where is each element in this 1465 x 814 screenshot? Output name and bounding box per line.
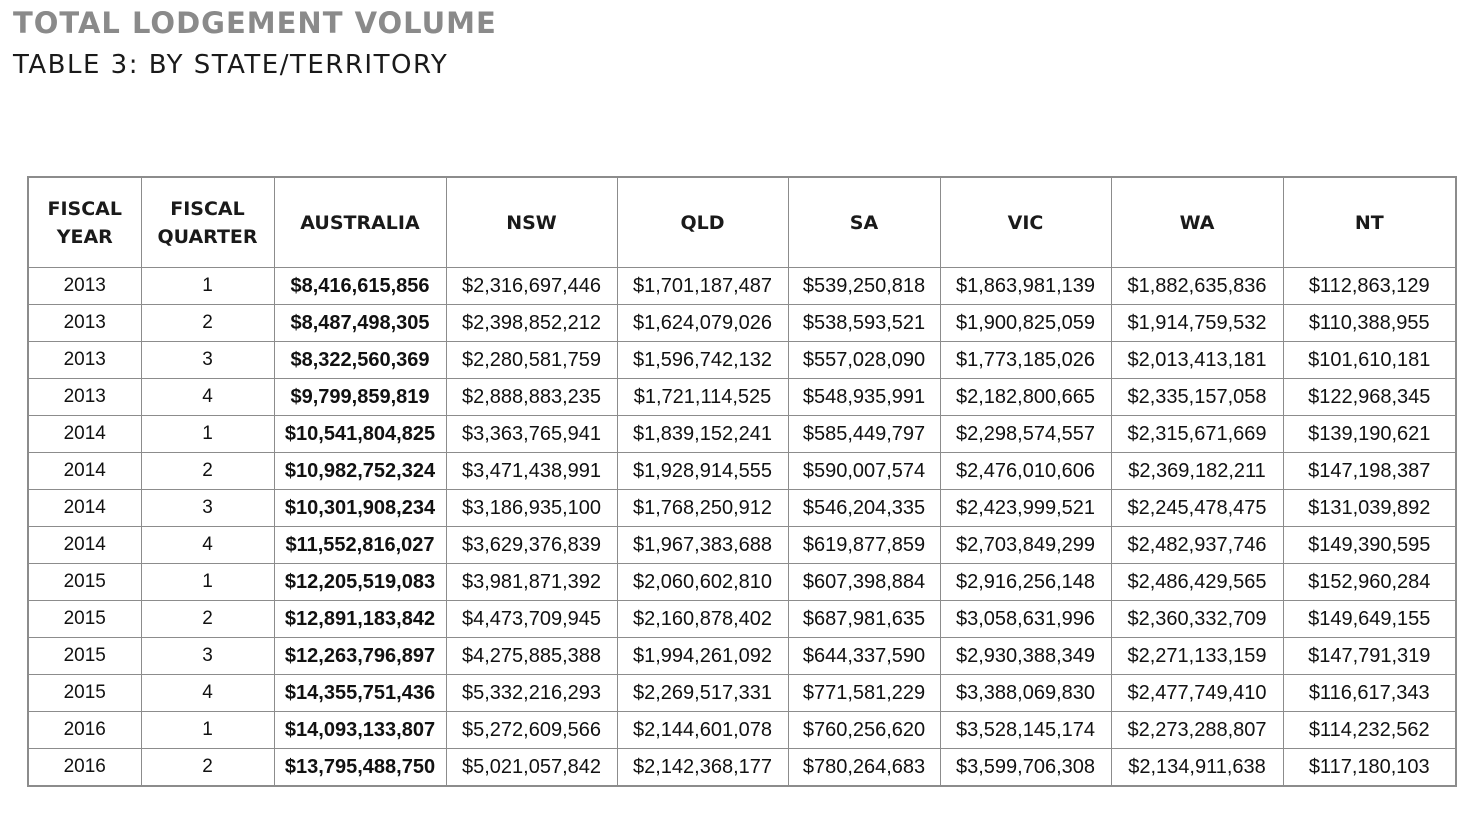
cell-nt: $110,388,955 [1283,305,1456,342]
cell-fiscal-quarter: 1 [141,712,274,749]
cell-sa: $548,935,991 [788,379,940,416]
header-vic: VIC [940,177,1111,268]
cell-sa: $585,449,797 [788,416,940,453]
cell-nsw: $2,316,697,446 [446,268,617,305]
table-row [28,490,1456,527]
cell-nt: $139,190,621 [1283,416,1456,453]
cell-wa: $2,369,182,211 [1111,453,1283,490]
cell-wa: $1,882,635,836 [1111,268,1283,305]
header-nt: NT [1283,177,1456,268]
cell-qld: $1,839,152,241 [617,416,788,453]
cell-vic: $2,298,574,557 [940,416,1111,453]
cell-australia: $10,301,908,234 [274,490,446,527]
cell-qld: $1,928,914,555 [617,453,788,490]
cell-sa: $607,398,884 [788,564,940,601]
cell-fiscal-quarter: 3 [141,638,274,675]
cell-fiscal-year: 2014 [28,490,141,527]
cell-nt: $147,791,319 [1283,638,1456,675]
header-row [28,177,1456,268]
cell-fiscal-year: 2015 [28,601,141,638]
header-fiscal-year: FISCAL YEAR [28,177,141,268]
cell-australia: $8,416,615,856 [274,268,446,305]
cell-australia: $14,355,751,436 [274,675,446,712]
header-australia: AUSTRALIA [274,177,446,268]
cell-sa: $687,981,635 [788,601,940,638]
cell-nt: $112,863,129 [1283,268,1456,305]
cell-nt: $116,617,343 [1283,675,1456,712]
cell-wa: $2,271,133,159 [1111,638,1283,675]
cell-qld: $1,768,250,912 [617,490,788,527]
table-row [28,268,1456,305]
table-row [28,564,1456,601]
cell-vic: $1,900,825,059 [940,305,1111,342]
cell-australia: $8,322,560,369 [274,342,446,379]
cell-wa: $2,245,478,475 [1111,490,1283,527]
cell-fiscal-quarter: 1 [141,416,274,453]
cell-vic: $2,916,256,148 [940,564,1111,601]
cell-fiscal-year: 2016 [28,749,141,787]
table-row [28,379,1456,416]
cell-wa: $2,273,288,807 [1111,712,1283,749]
cell-vic: $2,182,800,665 [940,379,1111,416]
cell-nsw: $3,363,765,941 [446,416,617,453]
cell-vic: $3,058,631,996 [940,601,1111,638]
table-subtitle: TABLE 3: BY STATE/TERRITORY [13,50,449,80]
table-row [28,416,1456,453]
cell-nt: $147,198,387 [1283,453,1456,490]
cell-fiscal-quarter: 2 [141,453,274,490]
cell-australia: $14,093,133,807 [274,712,446,749]
cell-qld: $1,994,261,092 [617,638,788,675]
cell-vic: $2,703,849,299 [940,527,1111,564]
cell-australia: $10,541,804,825 [274,416,446,453]
cell-nsw: $2,398,852,212 [446,305,617,342]
cell-qld: $2,269,517,331 [617,675,788,712]
cell-qld: $1,701,187,487 [617,268,788,305]
header-nsw: NSW [446,177,617,268]
cell-australia: $11,552,816,027 [274,527,446,564]
table-row [28,675,1456,712]
cell-australia: $10,982,752,324 [274,453,446,490]
cell-nsw: $3,981,871,392 [446,564,617,601]
cell-vic: $3,599,706,308 [940,749,1111,787]
cell-fiscal-year: 2014 [28,416,141,453]
cell-fiscal-year: 2013 [28,379,141,416]
table-row [28,638,1456,675]
cell-nt: $114,232,562 [1283,712,1456,749]
cell-nsw: $3,186,935,100 [446,490,617,527]
cell-nsw: $4,473,709,945 [446,601,617,638]
table-row [28,712,1456,749]
table-body [28,268,1456,787]
cell-sa: $546,204,335 [788,490,940,527]
cell-qld: $2,144,601,078 [617,712,788,749]
cell-sa: $590,007,574 [788,453,940,490]
header-qld: QLD [617,177,788,268]
header-wa: WA [1111,177,1283,268]
cell-fiscal-quarter: 2 [141,601,274,638]
cell-fiscal-quarter: 4 [141,675,274,712]
cell-fiscal-year: 2015 [28,564,141,601]
cell-sa: $557,028,090 [788,342,940,379]
cell-fiscal-quarter: 4 [141,527,274,564]
cell-vic: $2,476,010,606 [940,453,1111,490]
cell-wa: $2,486,429,565 [1111,564,1283,601]
cell-wa: $2,477,749,410 [1111,675,1283,712]
cell-qld: $1,624,079,026 [617,305,788,342]
cell-sa: $780,264,683 [788,749,940,787]
cell-qld: $1,596,742,132 [617,342,788,379]
cell-wa: $2,134,911,638 [1111,749,1283,787]
cell-fiscal-quarter: 3 [141,490,274,527]
cell-vic: $1,773,185,026 [940,342,1111,379]
cell-fiscal-quarter: 4 [141,379,274,416]
cell-fiscal-quarter: 2 [141,749,274,787]
cell-fiscal-year: 2013 [28,305,141,342]
cell-nsw: $4,275,885,388 [446,638,617,675]
cell-australia: $12,263,796,897 [274,638,446,675]
page-title: TOTAL LODGEMENT VOLUME [13,6,497,40]
cell-sa: $771,581,229 [788,675,940,712]
cell-fiscal-year: 2014 [28,453,141,490]
cell-wa: $2,360,332,709 [1111,601,1283,638]
table-row [28,342,1456,379]
cell-qld: $1,721,114,525 [617,379,788,416]
table-row [28,453,1456,490]
cell-nsw: $5,021,057,842 [446,749,617,787]
cell-fiscal-quarter: 1 [141,564,274,601]
cell-fiscal-quarter: 1 [141,268,274,305]
cell-nt: $149,390,595 [1283,527,1456,564]
cell-nsw: $2,888,883,235 [446,379,617,416]
cell-australia: $13,795,488,750 [274,749,446,787]
cell-qld: $1,967,383,688 [617,527,788,564]
table-row [28,749,1456,787]
cell-nt: $122,968,345 [1283,379,1456,416]
cell-nsw: $5,272,609,566 [446,712,617,749]
cell-wa: $2,315,671,669 [1111,416,1283,453]
cell-fiscal-year: 2013 [28,342,141,379]
cell-fiscal-year: 2015 [28,675,141,712]
cell-vic: $3,528,145,174 [940,712,1111,749]
cell-nt: $131,039,892 [1283,490,1456,527]
cell-vic: $2,423,999,521 [940,490,1111,527]
cell-sa: $539,250,818 [788,268,940,305]
cell-fiscal-year: 2016 [28,712,141,749]
header-sa: SA [788,177,940,268]
cell-sa: $644,337,590 [788,638,940,675]
cell-qld: $2,160,878,402 [617,601,788,638]
table-row [28,601,1456,638]
cell-australia: $8,487,498,305 [274,305,446,342]
cell-sa: $538,593,521 [788,305,940,342]
cell-fiscal-year: 2014 [28,527,141,564]
header-fiscal-quarter: FISCAL QUARTER [141,177,274,268]
cell-vic: $3,388,069,830 [940,675,1111,712]
cell-nsw: $3,471,438,991 [446,453,617,490]
cell-qld: $2,060,602,810 [617,564,788,601]
cell-nsw: $3,629,376,839 [446,527,617,564]
cell-wa: $1,914,759,532 [1111,305,1283,342]
table-row [28,305,1456,342]
cell-nt: $117,180,103 [1283,749,1456,787]
cell-wa: $2,482,937,746 [1111,527,1283,564]
cell-qld: $2,142,368,177 [617,749,788,787]
cell-australia: $12,205,519,083 [274,564,446,601]
cell-fiscal-year: 2013 [28,268,141,305]
table-row [28,527,1456,564]
cell-nt: $101,610,181 [1283,342,1456,379]
cell-nt: $152,960,284 [1283,564,1456,601]
cell-vic: $2,930,388,349 [940,638,1111,675]
cell-australia: $9,799,859,819 [274,379,446,416]
cell-nsw: $2,280,581,759 [446,342,617,379]
cell-nsw: $5,332,216,293 [446,675,617,712]
cell-wa: $2,013,413,181 [1111,342,1283,379]
cell-fiscal-quarter: 2 [141,305,274,342]
cell-fiscal-quarter: 3 [141,342,274,379]
cell-fiscal-year: 2015 [28,638,141,675]
cell-sa: $760,256,620 [788,712,940,749]
cell-vic: $1,863,981,139 [940,268,1111,305]
cell-australia: $12,891,183,842 [274,601,446,638]
cell-wa: $2,335,157,058 [1111,379,1283,416]
cell-nt: $149,649,155 [1283,601,1456,638]
cell-sa: $619,877,859 [788,527,940,564]
lodgement-volume-table [27,176,1457,787]
